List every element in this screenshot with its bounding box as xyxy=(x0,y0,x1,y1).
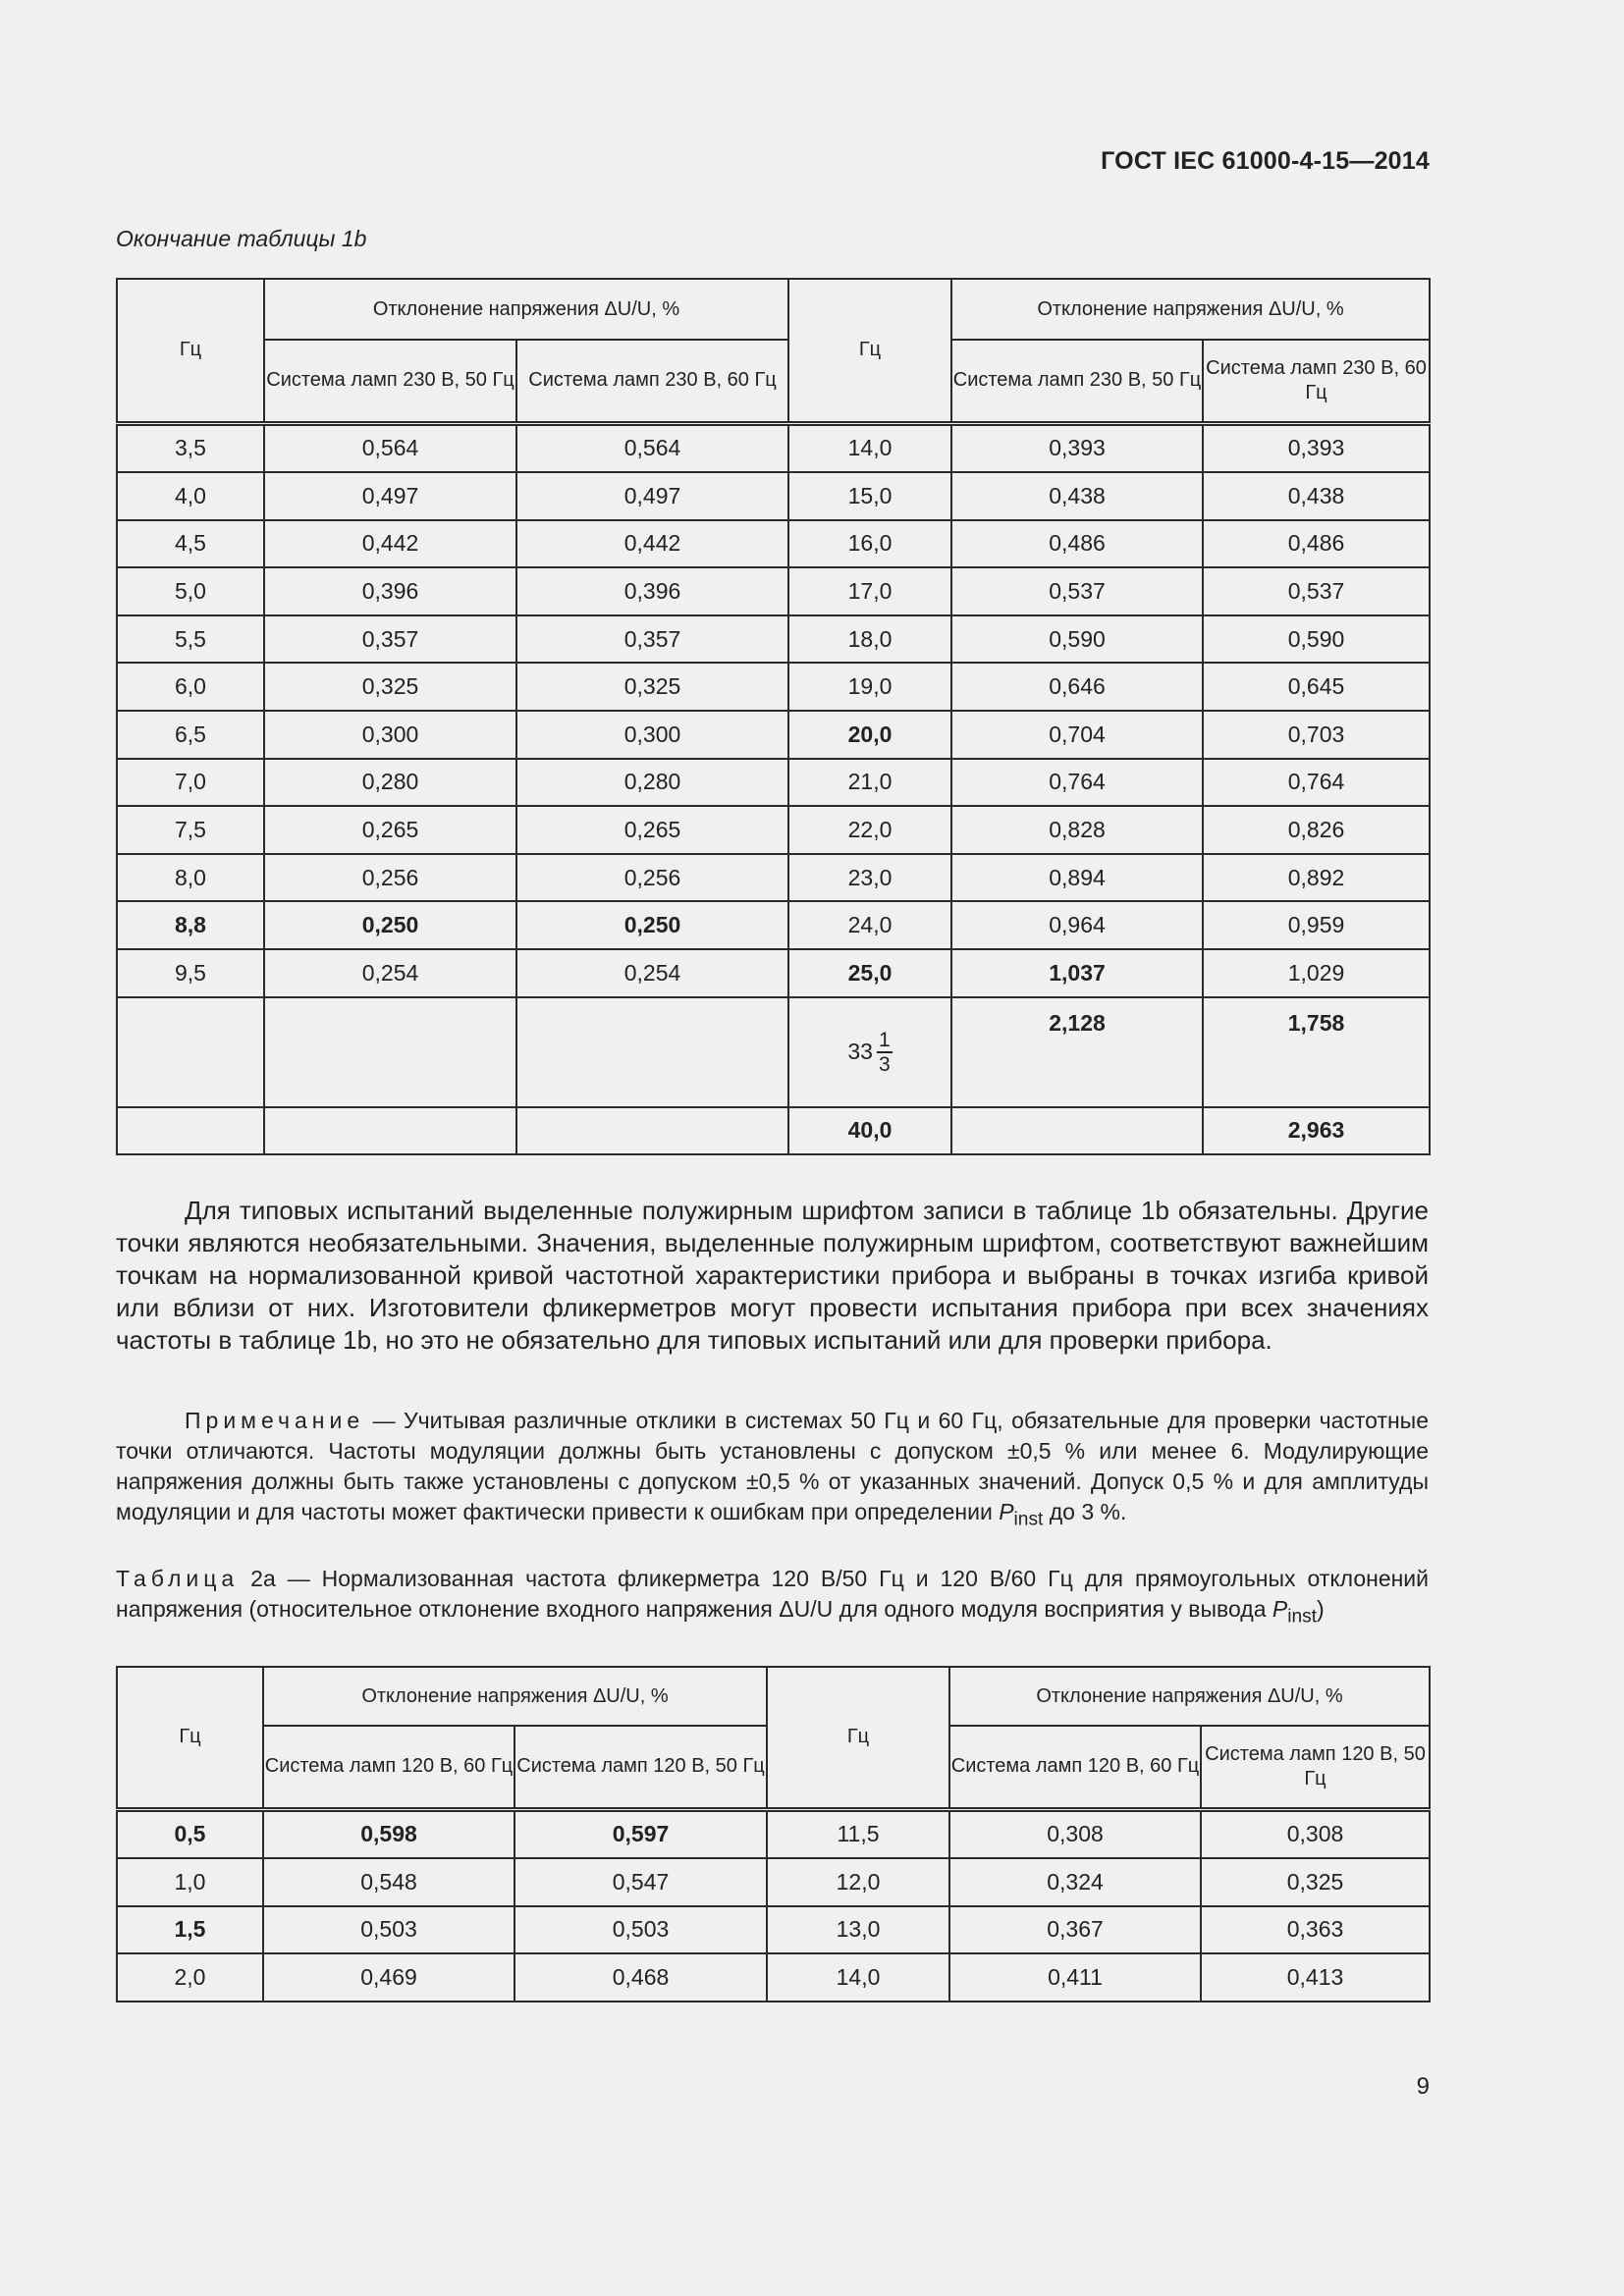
table-2a xyxy=(116,1666,1431,2002)
table-cell: 0,704 xyxy=(951,711,1203,759)
table-cell: 0,503 xyxy=(263,1906,514,1954)
table-cell: 0,254 xyxy=(516,949,788,997)
table-cell: 0,393 xyxy=(1203,423,1430,472)
table-cell: 0,280 xyxy=(516,759,788,807)
table-cell: 0,413 xyxy=(1201,1953,1430,2002)
table-cell: 1,0 xyxy=(117,1858,263,1906)
table-cell: 1,029 xyxy=(1203,949,1430,997)
table-cell: 4,5 xyxy=(117,520,264,568)
table-cell: 1,758 xyxy=(1203,997,1430,1107)
table-cell: 23,0 xyxy=(788,854,951,902)
table-cell-empty xyxy=(516,997,788,1107)
table-row xyxy=(117,663,1430,711)
table-cell: 1,5 xyxy=(117,1906,263,1954)
table-cell: 0,486 xyxy=(951,520,1203,568)
table-cell: 0,590 xyxy=(1203,615,1430,664)
column-header-system: Система ламп 120 В, 50 Гц xyxy=(1201,1726,1430,1809)
table-cell: 0,894 xyxy=(951,854,1203,902)
column-group-header: Отклонение напряжения ΔU/U, % xyxy=(951,279,1430,340)
table-cell-empty xyxy=(264,1107,516,1155)
table-cell: 15,0 xyxy=(788,472,951,520)
table-row xyxy=(117,1858,1430,1906)
table-row xyxy=(117,520,1430,568)
fraction-numerator: 1 xyxy=(878,1028,891,1051)
table-cell: 0,548 xyxy=(263,1858,514,1906)
table-cell: 0,254 xyxy=(264,949,516,997)
table-cell: 6,5 xyxy=(117,711,264,759)
table-cell: 19,0 xyxy=(788,663,951,711)
page-number: 9 xyxy=(1416,2073,1430,2100)
table-cell: 0,325 xyxy=(516,663,788,711)
body-paragraph xyxy=(116,1195,1429,1357)
fraction-whole: 33 xyxy=(847,1039,873,1065)
table-cell: 0,396 xyxy=(516,567,788,615)
table-cell: 0,256 xyxy=(264,854,516,902)
table-cell: 21,0 xyxy=(788,759,951,807)
table-cell: 0,265 xyxy=(516,806,788,854)
table-cell: 0,503 xyxy=(514,1906,767,1954)
table-cell: 0,537 xyxy=(951,567,1203,615)
table-cell: 0,438 xyxy=(951,472,1203,520)
column-header-system: Система ламп 120 В, 60 Гц xyxy=(949,1726,1201,1809)
table-cell: 0,308 xyxy=(1201,1809,1430,1858)
fraction xyxy=(847,1029,892,1076)
table-cell: 40,0 xyxy=(788,1107,951,1155)
table-cell: 8,8 xyxy=(117,901,264,949)
table-cell: 0,396 xyxy=(264,567,516,615)
table-cell: 0,564 xyxy=(516,423,788,472)
table-cell: 7,5 xyxy=(117,806,264,854)
table-cell: 0,497 xyxy=(264,472,516,520)
table-cell: 18,0 xyxy=(788,615,951,664)
table-row xyxy=(117,1953,1430,2002)
table-cell: 0,646 xyxy=(951,663,1203,711)
table-title-close: ) xyxy=(1317,1596,1325,1622)
table-cell: 0,597 xyxy=(514,1809,767,1858)
table-cell: 0,308 xyxy=(949,1809,1201,1858)
table-cell: 6,0 xyxy=(117,663,264,711)
table-cell-empty xyxy=(516,1107,788,1155)
note-block xyxy=(116,1406,1429,1535)
table-cell: 0,645 xyxy=(1203,663,1430,711)
note-text: — Учитывая различные отклики в системах 50 Гц и 60 Гц, обязательные для проверки частотные точки отличаются. Частоты модуляции должны быть установлены с допуском ±0,5 % или менее 6. Модулирующие напряжения должны быть также установлены с допуском ±0,5 % от указанных значений. Допуск 0,5 % и для амплитуды модуляции и для частоты может фактически привести к ошибкам при определении xyxy=(116,1408,1429,1524)
table-cell: 24,0 xyxy=(788,901,951,949)
table-cell: 2,963 xyxy=(1203,1107,1430,1155)
table-cell: 0,469 xyxy=(263,1953,514,2002)
table-cell-empty xyxy=(117,1107,264,1155)
table-row xyxy=(117,711,1430,759)
table-cell: 0,324 xyxy=(949,1858,1201,1906)
table-cell: 22,0 xyxy=(788,806,951,854)
table-cell: 0,393 xyxy=(951,423,1203,472)
column-header-system: Система ламп 230 В, 50 Гц xyxy=(264,340,516,423)
table-cell: 25,0 xyxy=(788,949,951,997)
table-cell: 0,325 xyxy=(264,663,516,711)
table-row xyxy=(117,615,1430,664)
table-cell: 0,250 xyxy=(264,901,516,949)
document-id: ГОСТ IEC 61000-4-15—2014 xyxy=(1101,147,1430,175)
table-cell: 16,0 xyxy=(788,520,951,568)
column-group-header: Отклонение напряжения ΔU/U, % xyxy=(264,279,788,340)
table-cell: 13,0 xyxy=(767,1906,949,1954)
table-cell: 0,265 xyxy=(264,806,516,854)
table-cell: 0,256 xyxy=(516,854,788,902)
table-cell: 17,0 xyxy=(788,567,951,615)
table-cell: 12,0 xyxy=(767,1858,949,1906)
table-cell: 0,590 xyxy=(951,615,1203,664)
column-header-hz: Гц xyxy=(117,279,264,423)
column-header-system: Система ламп 230 В, 60 Гц xyxy=(516,340,788,423)
table-2a-title xyxy=(116,1564,1429,1632)
fraction-part xyxy=(877,1029,893,1076)
table-cell: 7,0 xyxy=(117,759,264,807)
table-cell: 0,598 xyxy=(263,1809,514,1858)
table-cell: 5,0 xyxy=(117,567,264,615)
table-cell: 9,5 xyxy=(117,949,264,997)
table-cell: 0,300 xyxy=(264,711,516,759)
table-cell: 0,764 xyxy=(1203,759,1430,807)
table-cell-empty xyxy=(117,997,264,1107)
table-row xyxy=(117,759,1430,807)
table-row xyxy=(117,423,1430,472)
table-cell: 0,828 xyxy=(951,806,1203,854)
table-cell: 1,037 xyxy=(951,949,1203,997)
note-label: Примечание xyxy=(185,1408,365,1433)
table-row xyxy=(117,854,1430,902)
table-cell: 0,250 xyxy=(516,901,788,949)
table-cell: 0,703 xyxy=(1203,711,1430,759)
column-header-hz: Гц xyxy=(767,1667,949,1809)
column-header-hz: Гц xyxy=(117,1667,263,1809)
table-cell: 4,0 xyxy=(117,472,264,520)
table-cell: 0,486 xyxy=(1203,520,1430,568)
table-cell: 8,0 xyxy=(117,854,264,902)
table-row xyxy=(117,949,1430,997)
table-row xyxy=(117,806,1430,854)
table-cell: 14,0 xyxy=(788,423,951,472)
table-cell: 0,764 xyxy=(951,759,1203,807)
table-cell: 0,959 xyxy=(1203,901,1430,949)
table-cell: 0,363 xyxy=(1201,1906,1430,1954)
table-cell: 14,0 xyxy=(767,1953,949,2002)
table-cell: 0,468 xyxy=(514,1953,767,2002)
table-cell: 0,564 xyxy=(264,423,516,472)
column-group-header: Отклонение напряжения ΔU/U, % xyxy=(949,1667,1430,1726)
table-title-label: Таблица xyxy=(116,1566,240,1591)
column-header-system: Система ламп 120 В, 50 Гц xyxy=(514,1726,767,1809)
column-header-system: Система ламп 120 В, 60 Гц xyxy=(263,1726,514,1809)
table-title-text: 2а — Нормализованная частота фликерметра 120 В/50 Гц и 120 В/60 Гц для прямоугольных отклонений напряжения (относительное отклонение входного напряжения ΔU/U для одного модуля восприятия у вывода xyxy=(116,1566,1430,1622)
column-header-system: Система ламп 230 В, 60 Гц xyxy=(1203,340,1430,423)
p-subscript: inst xyxy=(1013,1509,1044,1530)
table-cell-empty xyxy=(951,1107,1203,1155)
table-cell: 0,438 xyxy=(1203,472,1430,520)
table-cell: 0,411 xyxy=(949,1953,1201,2002)
table-row xyxy=(117,1809,1430,1858)
column-header-system: Система ламп 230 В, 50 Гц xyxy=(951,340,1203,423)
table-cell: 0,367 xyxy=(949,1906,1201,1954)
table-cell: 0,300 xyxy=(516,711,788,759)
table-1b xyxy=(116,278,1431,1155)
paragraph-text: Для типовых испытаний выделенные полужирным шрифтом записи в таблице 1b обязательны. Другие точки являются необязательными. Значения, выделенные полужирным шрифтом, соответствуют важнейшим точкам на нормализованной кривой частотной характеристики прибора и выбраны в точках изгиба кривой или вблизи от них. Изготовители фликерметров могут провести испытания прибора при всех значениях частоты в таблице 1b, но это не обязательно для типовых испытаний или для проверки прибора. xyxy=(116,1196,1429,1355)
table-cell: 11,5 xyxy=(767,1809,949,1858)
table-row xyxy=(117,997,1430,1107)
p-symbol: P xyxy=(999,1499,1014,1524)
table-cell: 0,325 xyxy=(1201,1858,1430,1906)
fraction-denominator: 3 xyxy=(878,1052,891,1076)
p-subscript: inst xyxy=(1287,1606,1318,1628)
table-cell: 0,5 xyxy=(117,1809,263,1858)
table-cell: 0,442 xyxy=(516,520,788,568)
table-cell: 0,442 xyxy=(264,520,516,568)
table-row xyxy=(117,1107,1430,1155)
table-cell-empty xyxy=(264,997,516,1107)
table-row xyxy=(117,901,1430,949)
table-cell: 0,357 xyxy=(516,615,788,664)
table-cell: 2,0 xyxy=(117,1953,263,2002)
table-row xyxy=(117,472,1430,520)
table-row xyxy=(117,1906,1430,1954)
note-tail: до 3 %. xyxy=(1049,1499,1127,1524)
table-cell: 0,964 xyxy=(951,901,1203,949)
table-cell: 5,5 xyxy=(117,615,264,664)
table-cell: 0,547 xyxy=(514,1858,767,1906)
table-cell: 0,497 xyxy=(516,472,788,520)
p-symbol: P xyxy=(1272,1596,1288,1622)
table-cell: 0,537 xyxy=(1203,567,1430,615)
column-header-hz: Гц xyxy=(788,279,951,423)
table-cell: 2,128 xyxy=(951,997,1203,1107)
table-row xyxy=(117,567,1430,615)
table-cell: 0,826 xyxy=(1203,806,1430,854)
table-cell: 3,5 xyxy=(117,423,264,472)
table-cell: 20,0 xyxy=(788,711,951,759)
table-caption: Окончание таблицы 1b xyxy=(116,226,367,251)
table-cell: 0,280 xyxy=(264,759,516,807)
table-cell: 0,892 xyxy=(1203,854,1430,902)
column-group-header: Отклонение напряжения ΔU/U, % xyxy=(263,1667,767,1726)
table-cell-fraction xyxy=(788,997,951,1107)
table-cell: 0,357 xyxy=(264,615,516,664)
